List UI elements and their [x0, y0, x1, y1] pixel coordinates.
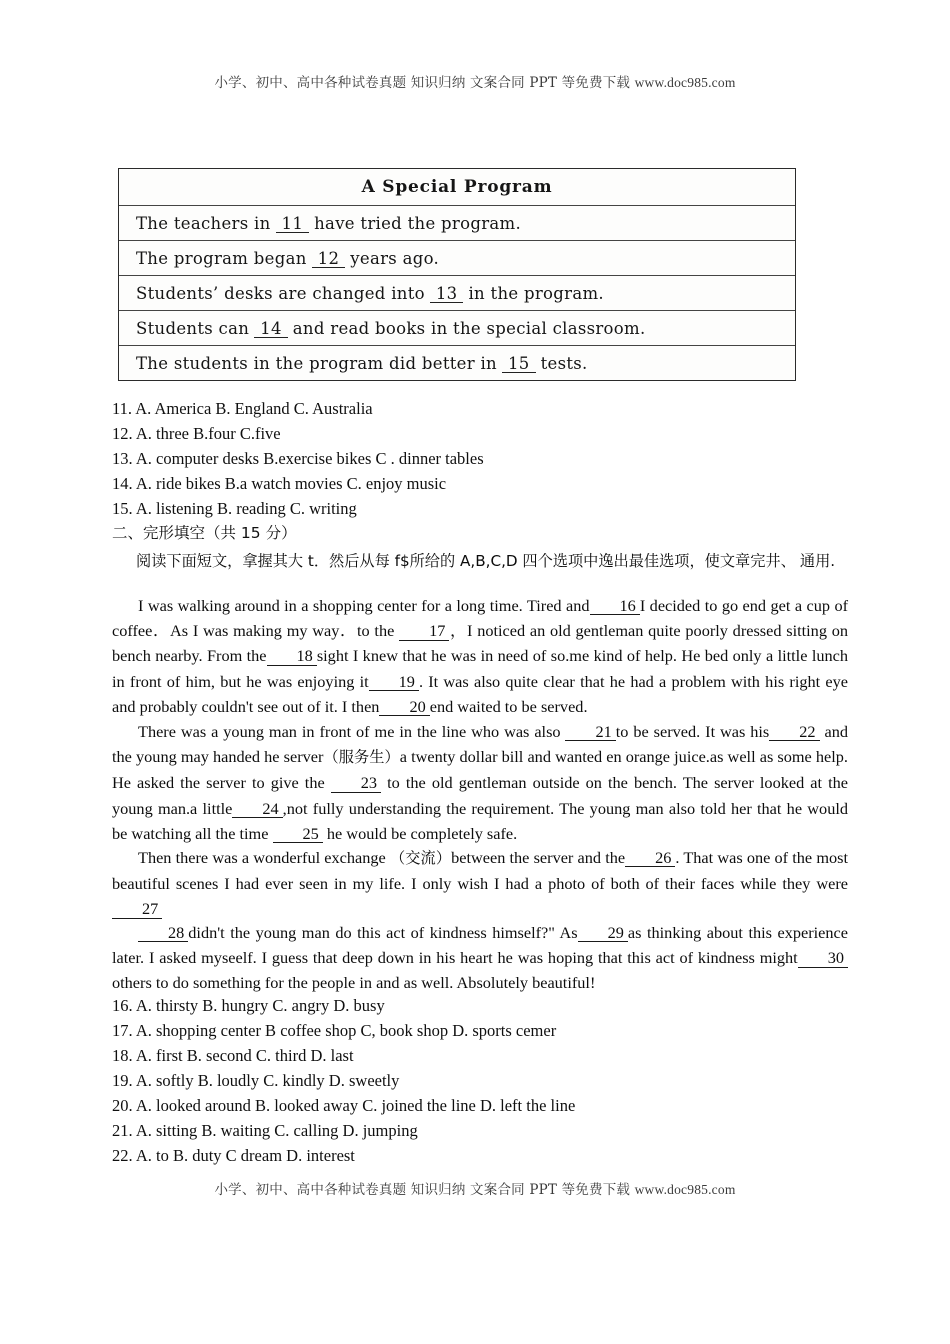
table-row — [119, 205, 795, 240]
table-row — [119, 310, 795, 345]
passage-annotation-server: （服务生） — [323, 748, 400, 767]
row-text-after: in the program. — [468, 284, 604, 303]
option-line-18[interactable]: 18. A. first B. second C. third D. last — [112, 1046, 354, 1065]
option-line-11[interactable]: 11. A. America B. England C. Australia — [112, 399, 373, 418]
header-watermark-text: 小学、初中、高中各种试卷真题 知识归纳 文案合同 PPT 等免费下载 — [214, 75, 631, 91]
table-row — [119, 345, 795, 380]
option-line-22[interactable]: 22. A. to B. duty C dream D. interest — [112, 1146, 355, 1165]
answer-blank-13[interactable]: 13 — [430, 285, 464, 303]
table-title: A Special Program — [361, 177, 553, 197]
answer-blank-23[interactable]: 23 — [331, 775, 381, 792]
option-line-15[interactable]: 15. A. listening B. reading C. writing — [112, 499, 357, 518]
section-instruction — [112, 548, 848, 574]
passage-text: ，I noticed an old gentleman quite poorly dressed sitting on bench nearby. From the — [112, 621, 848, 666]
answer-blank-30[interactable]: 30 — [798, 950, 848, 967]
answer-blank-26[interactable]: 26 — [625, 850, 675, 867]
answer-blank-21[interactable]: 21 — [565, 724, 615, 741]
table-row — [119, 240, 795, 275]
answer-blank-15[interactable]: 15 — [502, 355, 536, 373]
footer-watermark-text: 小学、初中、高中各种试卷真题 知识归纳 文案合同 PPT 等免费下载 — [214, 1182, 631, 1198]
row-text-after: years ago. — [350, 249, 440, 268]
answer-blank-25[interactable]: 25 — [273, 826, 323, 843]
passage-text: end waited to be served. — [429, 696, 588, 716]
row-text-before: The students in the program did better in — [136, 354, 497, 373]
answer-blank-27[interactable]: 27 — [112, 901, 162, 918]
passage-annotation-exchange: （交流） — [389, 849, 452, 867]
answer-blank-28[interactable]: 28 — [138, 925, 188, 942]
instruction-line-2: 通用. — [799, 552, 836, 570]
instruction-line-1: 阅读下面短文，拿握其大 t．然后从每 f$所给的 A,B,C,D 四个选项中逸出最佳选项，使文章完井、 — [136, 552, 796, 570]
row-text-before: The teachers in — [136, 214, 271, 233]
passage-text: sight I knew that he was in need of so.me kind of help. He bed only a little lunch in front of him, but he was enjoying it — [112, 646, 848, 691]
row-text-after: and read books in the special classroom. — [292, 319, 646, 338]
answer-blank-14[interactable]: 14 — [254, 320, 288, 338]
footer-watermark — [0, 1178, 950, 1198]
answer-blank-19[interactable]: 19 — [369, 674, 419, 691]
passage-text: to be served. It was his — [615, 722, 770, 741]
option-line-19[interactable]: 19. A. softly B. loudly C. kindly D. sweetly — [112, 1071, 400, 1090]
option-line-13[interactable]: 13. A. computer desks B.exercise bikes C . dinner tables — [112, 449, 484, 468]
answer-blank-22[interactable]: 22 — [769, 724, 819, 741]
answer-blank-11[interactable]: 11 — [276, 215, 310, 233]
option-line-21[interactable]: 21. A. sitting B. waiting C. calling D. jumping — [112, 1121, 418, 1140]
option-line-17[interactable]: 17. A. shopping center B coffee shop C, book shop D. sports cemer — [112, 1021, 557, 1040]
header-watermark — [0, 71, 950, 91]
answer-blank-20[interactable]: 20 — [379, 699, 429, 716]
answer-blank-24[interactable]: 24 — [232, 801, 282, 818]
passage-text: . That was one of the most beautiful scenes I had ever seen in my life. I only wish I had a photo of both of their faces while they were — [112, 848, 848, 894]
footer-watermark-url: www.doc985.com — [634, 1182, 736, 1197]
header-watermark-url: www.doc985.com — [634, 75, 736, 90]
passage-text: to the old gentleman outside on the bench. The server looked at the young man.a little — [112, 773, 848, 818]
passage-text: ,not fully understanding the requirement. The young man also told her that he would be watching all the time — [112, 798, 849, 843]
options-list-16-22 — [112, 993, 912, 1168]
passage-text: he would be completely safe. — [326, 823, 518, 843]
option-line-16[interactable]: 16. A. thirsty B. hungry C. angry D. busy — [112, 996, 385, 1015]
answer-blank-29[interactable]: 29 — [578, 925, 628, 942]
passage-text: others to do something for the people in and as well. Absolutely beautiful! — [112, 973, 596, 993]
row-text-after: have tried the program. — [314, 214, 522, 233]
option-line-12[interactable]: 12. A. three B.four C.five — [112, 424, 281, 443]
options-list-11-15 — [112, 396, 912, 521]
passage-text: as thinking about this experience later. I asked myseelf. I guess that deep down in his heart he was hoping that this act of kindness might — [112, 923, 848, 968]
passage-text: I decided to go end get a cup of coffee．As I was making my way．to the — [112, 596, 849, 641]
special-program-table — [118, 168, 796, 381]
passage-text: didn't the young man do this act of kindness himself?" As — [188, 923, 578, 942]
option-line-20[interactable]: 20. A. looked around B. looked away C. joined the line D. left the line — [112, 1096, 576, 1115]
passage-paragraph-4 — [112, 920, 848, 996]
passage-text: There was a young man in front of me in the line who was also — [138, 722, 561, 741]
passage-paragraph-1 — [112, 593, 848, 719]
table-row — [119, 275, 795, 310]
row-text-after: tests. — [540, 354, 588, 373]
answer-blank-17[interactable]: 17 — [399, 623, 449, 640]
passage-text: between the server and the — [451, 848, 626, 867]
passage-text: Then there was a wonderful exchange — [138, 848, 386, 867]
passage-paragraph-2 — [112, 719, 848, 846]
passage-paragraph-3 — [112, 845, 848, 922]
answer-blank-12[interactable]: 12 — [312, 250, 346, 268]
passage-text: . It was also quite clear that he had a problem with his right eye and probably couldn't see out of it. I then — [112, 671, 848, 716]
passage-text: and the young may handed he server — [112, 722, 848, 767]
row-text-before: The program began — [136, 249, 307, 268]
row-text-before: Students’ desks are changed into — [136, 284, 425, 303]
answer-blank-16[interactable]: 16 — [590, 598, 640, 615]
section-heading: 二、完形填空（共 15 分） — [112, 524, 297, 542]
passage-text: I was walking around in a shopping center for a long time. Tired and — [138, 596, 590, 615]
passage-text: a twenty dollar bill and wanted en orange juice.as well as some help. He asked the server to give the — [112, 747, 849, 793]
option-line-14[interactable]: 14. A. ride bikes B.a watch movies C. enjoy music — [112, 474, 447, 493]
answer-blank-18[interactable]: 18 — [267, 648, 317, 665]
row-text-before: Students can — [136, 319, 250, 338]
